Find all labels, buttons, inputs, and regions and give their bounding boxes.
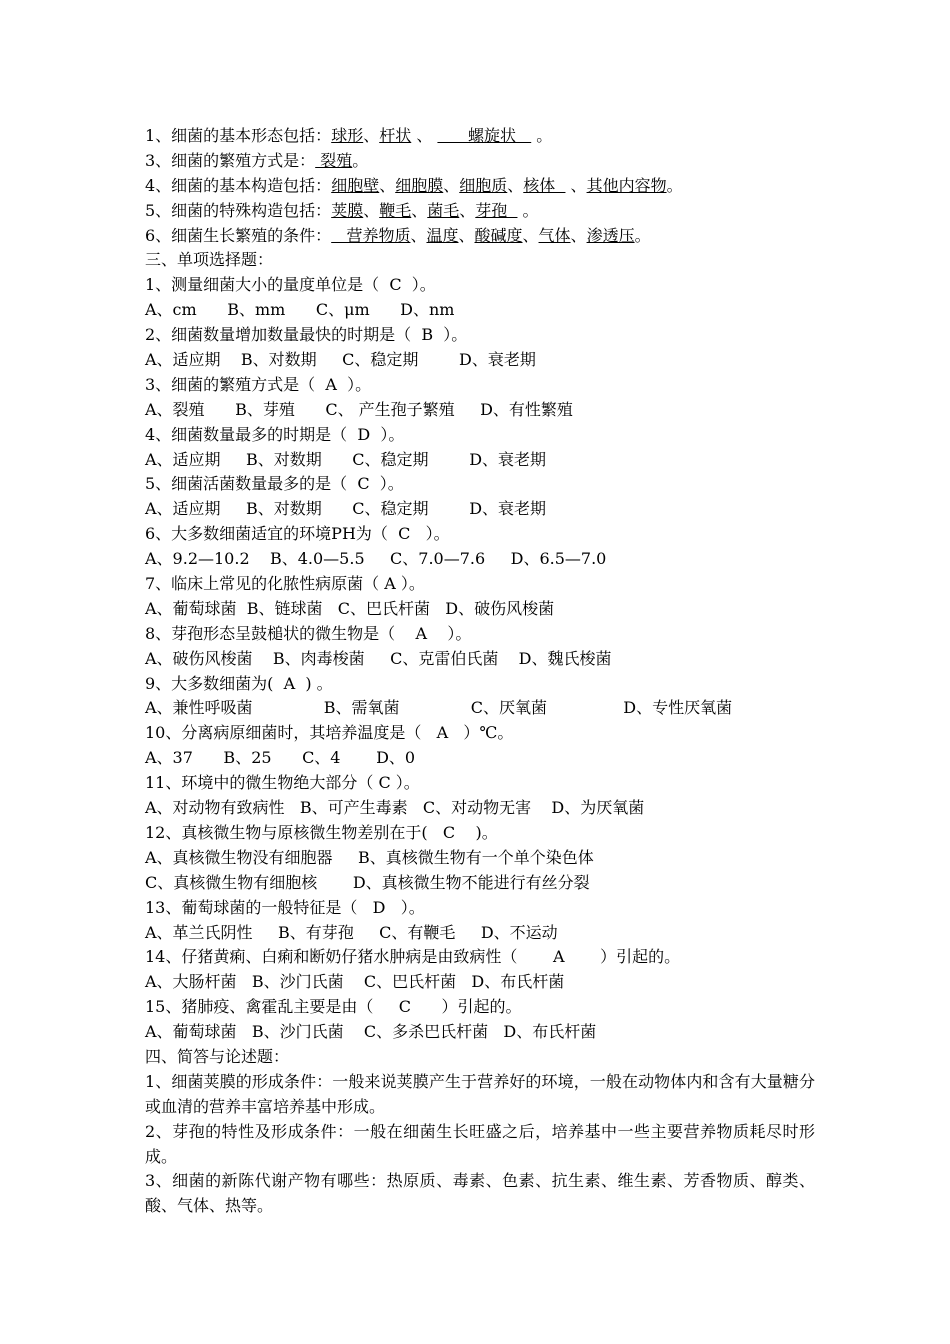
question-text: 5、细菌的特殊构造包括：	[145, 200, 332, 220]
answer-blank: 细胞膜	[395, 175, 444, 195]
choice-options: A、对动物有致病性 B、可产生毒素 C、对动物无害 D、为厌氧菌	[145, 798, 645, 818]
choice-options: A、真核微生物没有细胞器 B、真核微生物有一个单个染色体	[145, 847, 594, 867]
choice-question: 11、环境中的微生物绝大部分（ C ）。	[145, 773, 420, 793]
answer-blank: 渗透压	[586, 225, 635, 245]
answer-blank: 球形	[331, 126, 364, 145]
question-text: 、	[459, 200, 476, 220]
choice-section-title: 三、单项选择题：	[145, 250, 274, 270]
question-text: 、	[379, 175, 396, 195]
answer-blank: 细胞壁	[331, 175, 380, 195]
question-text: 、	[458, 225, 475, 245]
fill-in-line	[145, 149, 815, 174]
choice-question: 14、仔猪黄痢、白痢和断奶仔猪水肿病是由致病性（ A ）引起的。	[145, 947, 681, 967]
answer-blank: 杆状	[379, 126, 412, 145]
question-text: 、	[410, 225, 427, 245]
question-text: 3、细菌的繁殖方式是：	[145, 150, 316, 170]
choice-options: A、cm B、mm C、μm D、nm	[145, 300, 455, 320]
fill-in-line	[145, 174, 815, 199]
choice-question: 6、大多数细菌适宜的环境PH为（ C ）。	[145, 524, 450, 544]
question-text: 、	[570, 225, 587, 245]
choice-section	[145, 273, 815, 1045]
choice-options: A、9.2—10.2 B、4.0—5.5 C、7.0—7.6 D、6.5—7.0	[145, 549, 607, 569]
choice-question: 2、细菌数量增加数量最快的时期是（ B ）。	[145, 325, 468, 345]
essay-answer: 1、细菌荚膜的形成条件：一般来说荚膜产生于营养好的环境，一般在动物体内和含有大量糖分或血清的营养丰富培养基中形成。	[145, 1071, 815, 1116]
question-text: 。	[352, 150, 369, 170]
choice-options: A、葡萄球菌 B、沙门氏菌 C、多杀巴氏杆菌 D、布氏杆菌	[145, 1022, 597, 1042]
question-text: 。	[666, 175, 683, 195]
question-text: 、	[522, 225, 539, 245]
answer-blank: 荚膜	[331, 200, 364, 220]
answer-blank: 温度	[426, 225, 459, 245]
choice-question: 3、细菌的繁殖方式是（ A ）。	[145, 374, 372, 394]
question-text: 、	[565, 175, 587, 195]
answer-blank: 酸碱度	[474, 225, 523, 245]
choice-question: 7、临床上常见的化脓性病原菌（ A ）。	[145, 574, 425, 594]
choice-options: A、革兰氏阴性 B、有芽孢 C、有鞭毛 D、不运动	[145, 922, 558, 942]
question-text: 。	[531, 126, 553, 145]
essay-answer: 2、芽孢的特性及形成条件：一般在细菌生长旺盛之后，培养基中一些主要营养物质耗尽时形成。	[145, 1121, 815, 1166]
essay-answer: 3、细菌的新陈代谢产物有哪些：热原质、毒素、色素、抗生素、维生素、芳香物质、醇类、酸、气体、热等。	[145, 1171, 815, 1216]
fill-in-line	[145, 199, 815, 224]
answer-blank: 细胞质	[459, 175, 508, 195]
choice-question: 13、葡萄球菌的一般特征是（ D ）。	[145, 897, 425, 917]
answer-blank: 芽孢	[475, 200, 518, 220]
question-text: 。	[517, 200, 539, 220]
question-text: 6、细菌生长繁殖的条件：	[145, 225, 332, 245]
choice-options: A、适应期 B、对数期 C、稳定期 D、衰老期	[145, 499, 547, 519]
question-text: 、	[507, 175, 524, 195]
answer-blank: 裂殖	[315, 150, 353, 170]
question-text: 、	[363, 200, 380, 220]
answer-blank: 其他内容物	[586, 175, 667, 195]
choice-options: A、破伤风梭菌 B、肉毒梭菌 C、克雷伯氏菌 D、魏氏梭菌	[145, 648, 612, 668]
answer-blank: 营养物质	[331, 225, 411, 245]
choice-question: 15、猪肺疫、禽霍乱主要是由（ C ）引起的。	[145, 997, 522, 1017]
choice-question: 4、细菌数量最多的时期是（ D ）。	[145, 424, 405, 444]
choice-question: 10、分离病原细菌时，其培养温度是（ A ）℃。	[145, 723, 514, 743]
question-text: 、	[411, 126, 438, 145]
answer-blank: 螺旋状	[437, 126, 532, 145]
document-body	[145, 124, 815, 1219]
essay-section	[145, 1070, 815, 1219]
question-text: 4、细菌的基本构造包括：	[145, 175, 332, 195]
choice-options: A、葡萄球菌 B、链球菌 C、巴氏杆菌 D、破伤风梭菌	[145, 598, 555, 618]
fill-in-line	[145, 124, 815, 149]
answer-blank: 鞭毛	[379, 200, 412, 220]
choice-question: 8、芽孢形态呈鼓槌状的微生物是（ A ）。	[145, 623, 472, 643]
fill-in-line	[145, 224, 815, 249]
answer-blank: 菌毛	[427, 200, 460, 220]
answer-blank: 核体	[523, 175, 566, 195]
essay-section-title: 四、简答与论述题：	[145, 1046, 290, 1066]
choice-question: 5、细菌活菌数量最多的是（ C ）。	[145, 474, 404, 494]
question-text: 1、细菌的基本形态包括：	[145, 126, 332, 145]
choice-question: 9、大多数细菌为( A ) 。	[145, 673, 333, 693]
choice-options: A、适应期 B、对数期 C、稳定期 D、衰老期	[145, 350, 536, 370]
choice-question: 1、测量细菌大小的量度单位是（ C ）。	[145, 275, 436, 295]
fill-in-section	[145, 124, 815, 248]
choice-options: A、适应期 B、对数期 C、稳定期 D、衰老期	[145, 449, 547, 469]
question-text: 。	[634, 225, 651, 245]
choice-options: A、大肠杆菌 B、沙门氏菌 C、巴氏杆菌 D、布氏杆菌	[145, 972, 565, 992]
choice-question: 12、真核微生物与原核微生物差别在于( C )。	[145, 822, 498, 842]
question-text: 、	[411, 200, 428, 220]
choice-options: A、裂殖 B、芽殖 C、 产生孢子繁殖 D、有性繁殖	[145, 399, 573, 419]
choice-options: C、真核微生物有细胞核 D、真核微生物不能进行有丝分裂	[145, 872, 590, 892]
question-text: 、	[443, 175, 460, 195]
choice-options: A、兼性呼吸菌 B、需氧菌 C、厌氧菌 D、专性厌氧菌	[145, 698, 733, 718]
question-text: 、	[363, 126, 380, 145]
choice-options: A、37 B、25 C、4 D、0	[145, 748, 416, 768]
answer-blank: 气体	[538, 225, 571, 245]
